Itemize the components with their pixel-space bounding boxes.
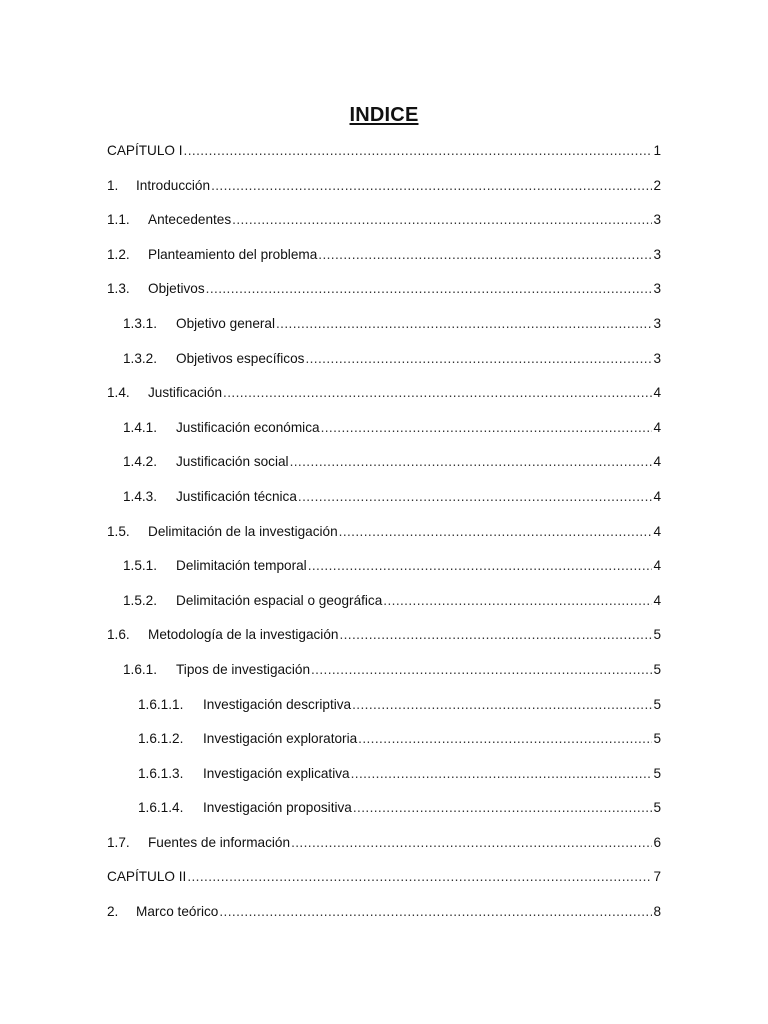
toc-entry-title: Justificación social bbox=[176, 454, 289, 470]
toc-entry-page: 4 bbox=[653, 592, 661, 608]
toc-entry-number: 1.6.1.2. bbox=[138, 731, 184, 747]
toc-entry-page: 4 bbox=[653, 419, 661, 435]
toc-entry bbox=[107, 417, 661, 452]
toc-entry-number: 1.6.1.1. bbox=[138, 696, 184, 712]
toc-entry-title: Objetivos específicos bbox=[176, 350, 305, 366]
toc-dot-leader bbox=[308, 555, 653, 577]
toc-entry-number: 1.3.1. bbox=[123, 315, 158, 331]
toc-entry-title: Metodología de la investigación bbox=[148, 627, 339, 643]
toc-entry bbox=[107, 728, 661, 763]
toc-entry-title: Justificación bbox=[148, 385, 223, 401]
toc-entry bbox=[107, 763, 661, 798]
toc-entry bbox=[107, 175, 661, 210]
toc-entry bbox=[107, 521, 661, 556]
toc-dot-leader bbox=[291, 832, 652, 854]
toc-entry-title: Delimitación de la investigación bbox=[148, 523, 338, 539]
toc-dot-leader bbox=[184, 140, 653, 162]
toc-entry bbox=[107, 313, 661, 348]
toc-entry-number: 1.4.2. bbox=[123, 454, 158, 470]
toc-entry bbox=[107, 694, 661, 729]
toc-entry-number: 1.2. bbox=[107, 246, 130, 262]
toc-entry-title: CAPÍTULO II bbox=[107, 869, 187, 885]
toc-entry-page: 4 bbox=[653, 523, 661, 539]
toc-entry-page: 3 bbox=[653, 281, 661, 297]
toc-entry-title: Objetivos bbox=[148, 281, 205, 297]
toc-dot-leader bbox=[383, 590, 652, 612]
toc-entry-number: 1.4.3. bbox=[123, 488, 158, 504]
toc-entry bbox=[107, 140, 661, 175]
toc-entry-number: 1.7. bbox=[107, 834, 130, 850]
toc-entry bbox=[107, 590, 661, 625]
toc-dot-leader bbox=[311, 659, 652, 681]
toc-dot-leader bbox=[352, 694, 652, 716]
toc-entry-page: 5 bbox=[653, 696, 661, 712]
toc-dot-leader bbox=[298, 486, 653, 508]
toc-dot-leader bbox=[223, 382, 652, 404]
toc-entry-title: Delimitación espacial o geográfica bbox=[176, 592, 383, 608]
toc-entry-page: 5 bbox=[653, 765, 661, 781]
toc-entry-title: Planteamiento del problema bbox=[148, 246, 318, 262]
toc-entry-title: Marco teórico bbox=[136, 904, 219, 920]
toc-entry-number: 1.4.1. bbox=[123, 419, 158, 435]
toc-entry bbox=[107, 555, 661, 590]
toc-entry-title: Justificación técnica bbox=[176, 488, 297, 504]
toc-dot-leader bbox=[211, 175, 652, 197]
toc-entry bbox=[107, 624, 661, 659]
table-of-contents bbox=[107, 140, 661, 936]
toc-entry-title: Fuentes de información bbox=[148, 834, 291, 850]
toc-dot-leader bbox=[206, 278, 653, 300]
toc-entry bbox=[107, 832, 661, 867]
toc-entry-title: Introducción bbox=[136, 177, 211, 193]
toc-dot-leader bbox=[353, 797, 653, 819]
toc-entry-title: Antecedentes bbox=[148, 212, 232, 228]
toc-entry-number: 1.6.1.3. bbox=[138, 765, 184, 781]
toc-entry-number: 1.5.2. bbox=[123, 592, 158, 608]
toc-entry-page: 5 bbox=[653, 661, 661, 677]
toc-entry-title: Investigación descriptiva bbox=[203, 696, 352, 712]
toc-entry-number: 1.3.2. bbox=[123, 350, 158, 366]
toc-dot-leader bbox=[351, 763, 653, 785]
toc-dot-leader bbox=[187, 866, 652, 888]
toc-dot-leader bbox=[305, 348, 652, 370]
toc-dot-leader bbox=[232, 209, 652, 231]
toc-entry-page: 5 bbox=[653, 627, 661, 643]
toc-entry-title: Tipos de investigación bbox=[176, 661, 310, 677]
toc-entry-page: 7 bbox=[653, 869, 661, 885]
toc-entry bbox=[107, 244, 661, 279]
toc-entry-page: 5 bbox=[653, 800, 661, 816]
toc-entry-page: 4 bbox=[653, 454, 661, 470]
toc-entry-page: 3 bbox=[653, 212, 661, 228]
toc-entry-page: 4 bbox=[653, 488, 661, 504]
toc-entry-number: 1.6. bbox=[107, 627, 130, 643]
toc-dot-leader bbox=[339, 624, 652, 646]
toc-title: INDICE bbox=[349, 104, 419, 126]
toc-entry-number: 1.6.1. bbox=[123, 661, 158, 677]
toc-entry-page: 1 bbox=[653, 143, 661, 158]
toc-entry-number: 1.4. bbox=[107, 385, 130, 401]
toc-entry-title: Delimitación temporal bbox=[176, 558, 307, 574]
toc-entry-number: 1.3. bbox=[107, 281, 130, 297]
toc-entry bbox=[107, 382, 661, 417]
toc-entry-page: 8 bbox=[653, 904, 661, 920]
toc-dot-leader bbox=[276, 313, 652, 335]
toc-dot-leader bbox=[318, 244, 652, 266]
toc-entry-title: CAPÍTULO I bbox=[107, 143, 183, 158]
toc-entry-number: 1.1. bbox=[107, 212, 130, 228]
toc-entry-title: Investigación exploratoria bbox=[203, 731, 358, 747]
toc-entry-page: 3 bbox=[653, 246, 661, 262]
toc-entry bbox=[107, 348, 661, 383]
toc-entry-page: 4 bbox=[653, 385, 661, 401]
toc-entry bbox=[107, 659, 661, 694]
toc-entry-number: 1.5.1. bbox=[123, 558, 158, 574]
toc-entry bbox=[107, 209, 661, 244]
toc-entry bbox=[107, 866, 661, 901]
toc-entry-page: 2 bbox=[653, 177, 661, 193]
toc-entry-number: 1.5. bbox=[107, 523, 130, 539]
toc-entry-number: 2. bbox=[107, 904, 119, 920]
toc-entry-page: 3 bbox=[653, 350, 661, 366]
toc-entry-title: Justificación económica bbox=[176, 419, 320, 435]
toc-dot-leader bbox=[219, 901, 652, 923]
toc-entry bbox=[107, 901, 661, 936]
toc-entry-page: 6 bbox=[653, 834, 661, 850]
toc-entry-number: 1. bbox=[107, 177, 119, 193]
toc-dot-leader bbox=[290, 451, 653, 473]
toc-entry-title: Investigación explicativa bbox=[203, 765, 350, 781]
toc-entry bbox=[107, 278, 661, 313]
toc-entry bbox=[107, 451, 661, 486]
toc-entry-page: 3 bbox=[653, 315, 661, 331]
toc-entry bbox=[107, 797, 661, 832]
toc-entry-number: 1.6.1.4. bbox=[138, 800, 184, 816]
toc-entry bbox=[107, 486, 661, 521]
toc-entry-page: 4 bbox=[653, 558, 661, 574]
toc-entry-page: 5 bbox=[653, 731, 661, 747]
toc-entry-title: Investigación propositiva bbox=[203, 800, 352, 816]
toc-dot-leader bbox=[339, 521, 653, 543]
toc-dot-leader bbox=[321, 417, 653, 439]
toc-entry-title: Objetivo general bbox=[176, 315, 275, 331]
toc-dot-leader bbox=[358, 728, 652, 750]
